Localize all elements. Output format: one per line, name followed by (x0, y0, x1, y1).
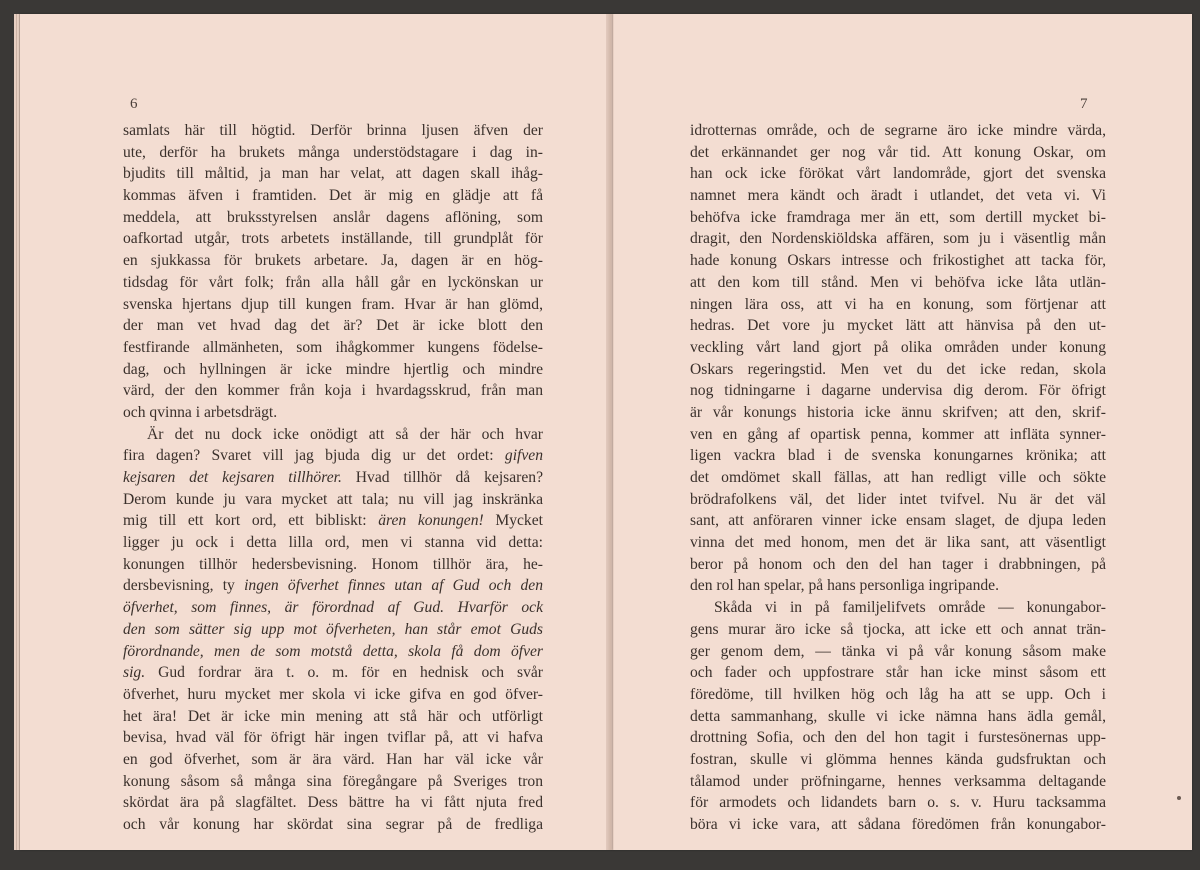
text-line (123, 445, 543, 467)
text-line (123, 359, 543, 381)
text-line (123, 619, 543, 641)
line-text: ligen vackra blad i de svenska konungarnes krönika; att (690, 447, 1106, 465)
text-line (123, 424, 543, 446)
text-line (123, 662, 543, 684)
line-text: och fader och uppfostrare står han icke minst såsom ett (690, 664, 1106, 682)
text-line (690, 684, 1106, 706)
line-text: ligger ju ock i detta lilla ord, men vi stanna vid detta: (123, 534, 543, 552)
line-text: tidsdag för vårt folk; från alla håll går en lyckönskan ur (123, 273, 543, 291)
line-text: veckling vårt land gjort på olika områden under konung (690, 338, 1106, 356)
text-line (690, 445, 1106, 467)
line-text: bevisa, hvad väl för öfrigt här ingen tviflar på, att vi hafva (123, 729, 543, 747)
line-text: nog tidningarne i dagarne undervisa dig derom. För öfrigt (690, 382, 1106, 400)
text-line (690, 120, 1106, 142)
line-text: festfirande allmänheten, som ihågkommer kungens födelse- (123, 338, 543, 356)
text-line (123, 814, 543, 836)
text-line (690, 771, 1106, 793)
line-text: dersbevisning, ty (123, 577, 245, 595)
line-text: för armodets och lidandets barn o. s. v. Huru tacksamma (690, 794, 1106, 812)
text-line (123, 749, 543, 771)
line-text: och vår konung har skördat sina segrar på de fredliga (123, 816, 543, 833)
text-line (690, 272, 1106, 294)
line-text: öfverhet, huru mycket mer skola vi icke gifva en god öfver- (123, 685, 543, 703)
line-text: Mycket (483, 512, 543, 530)
line-text: en god öfverhet, som är ära värd. Han har väl icke vår (123, 750, 543, 768)
line-text: drottning Sofia, och den del hon tagit i furstesönernas upp- (690, 729, 1106, 747)
line-text: kommas äfven i framtiden. Det är mig en glädje att få (123, 187, 543, 205)
line-text: ven en gång af opartisk penna, kommer att infläta synner- (690, 425, 1106, 443)
line-text: samlats här till högtid. Derför brinna ljusen äfven der (123, 122, 543, 139)
text-line (123, 792, 543, 814)
text-line (690, 142, 1106, 164)
text-line (690, 792, 1106, 814)
text-line (690, 294, 1106, 316)
text-line (690, 489, 1106, 511)
text-line (690, 163, 1106, 185)
text-line (690, 424, 1106, 446)
text-line (123, 532, 543, 554)
line-text: vinna det med honom, men det är lika sant, att väsentligt (690, 534, 1106, 552)
line-text: det erkännandet ger nog vår tid. Att konung Oskar, om (690, 143, 1106, 161)
line-text: het ära! Det är icke min mening att stå här och utförligt (123, 707, 543, 725)
line-text: der man vet hvad dag det är? Det är icke blott den (123, 317, 543, 335)
text-line (690, 662, 1106, 684)
line-text: ute, derför ha brukets många understödstagare i dag in- (123, 143, 543, 161)
text-line (123, 315, 543, 337)
line-text: hade konung Oskars intresse och frikostighet att tacka för, (690, 252, 1106, 270)
line-text: Oskars regeringstid. Men vet du det icke redan, skola (690, 360, 1106, 378)
text-line (123, 575, 543, 597)
line-text: ningen lära oss, att vi ha en konung, som förtjenar att (690, 295, 1106, 313)
line-text: gens murar äro icke så tjocka, att icke ett och annat trän- (690, 620, 1106, 638)
text-line (123, 467, 543, 489)
text-line (123, 641, 543, 663)
line-text: Hvad tillhör då kejsaren? (341, 469, 543, 486)
page-number: 7 (1080, 96, 1088, 112)
line-text: sant, att anföraren vinner icke ensam slaget, de djupa leden (690, 512, 1106, 530)
text-line (690, 619, 1106, 641)
text-line (123, 120, 543, 142)
text-line (123, 142, 543, 164)
line-text: Gud fordrar ära t. o. m. för en hednisk och svår (145, 664, 543, 682)
line-text: värd, der den kommer från koja i hvardagsskrud, från man (123, 382, 543, 400)
text-line (123, 380, 543, 402)
italic-text: gifven (504, 447, 543, 465)
italic-text: kejsaren det kejsaren tillhörer. (123, 469, 342, 486)
line-text: en sjukkassa för brukets arbetare. Ja, dagen är en hög- (123, 252, 543, 270)
page-text (690, 120, 1106, 836)
line-text: att den kom till stånd. Men vi behöfva icke låta utlän- (690, 273, 1106, 291)
page-number: 6 (130, 96, 138, 112)
text-line (123, 727, 543, 749)
text-line (690, 315, 1106, 337)
text-line (690, 727, 1106, 749)
text-line (123, 294, 543, 316)
line-text: tålamod under pröfningarne, hennes verksamma deltagande (690, 772, 1106, 790)
text-line (690, 402, 1106, 424)
text-line (123, 706, 543, 728)
text-line (123, 163, 543, 185)
text-line (123, 489, 543, 511)
line-text: böra vi icke vara, att sådana föredömen från konungabor- (690, 816, 1106, 833)
line-text: konung såsom så många sina föregångare på Sveriges tron (123, 772, 543, 790)
text-line (690, 706, 1106, 728)
line-text: meddela, att bruksstyrelsen anslår dagens aflöning, som (123, 208, 543, 226)
left-page (20, 14, 613, 850)
line-text: namnet mera kändt och äradt i utlandet, det veta vi. Vi (690, 187, 1106, 205)
line-text: Skåda vi in på familjelifvets område — konungabor- (714, 599, 1106, 617)
line-text: föredöme, till hvilken hög och låg ha att se upp. Och i (690, 685, 1106, 703)
line-text: är vår konungs historia icke ännu skrifven; att den, skrif- (690, 403, 1106, 421)
text-line (690, 575, 1106, 597)
line-text: konungen tillhör hedersbevisning. Honom tillhör ära, he- (123, 555, 543, 573)
line-text: hedras. Det vore ju mycket lätt att hänvisa på den ut- (690, 317, 1106, 335)
text-line (690, 467, 1106, 489)
line-text: svenska hjertans djup till kungen fram. Hvar är han glömd, (123, 295, 543, 313)
text-line (123, 272, 543, 294)
line-text: oafkortad utgår, trots arbetets inställande, till grundplåt för (123, 230, 543, 248)
text-line (123, 402, 543, 424)
text-line (123, 250, 543, 272)
line-text: och qvinna i arbetsdrägt. (123, 403, 278, 421)
line-text: fostran, skulle vi glömma hennes kända gudsfruktan och (690, 750, 1106, 768)
text-line (690, 228, 1106, 250)
italic-text: sig. (123, 664, 146, 682)
text-line (690, 250, 1106, 272)
text-line (123, 337, 543, 359)
italic-text: förordnande, men de som motstå detta, skola få dom öfver (123, 642, 543, 660)
line-text: ger genom dem, — tänka vi på vår konung såsom make (690, 642, 1106, 660)
line-text: dragit, den Nordenskiöldska affären, som ju i väsentlig mån (690, 230, 1106, 248)
line-text: idrotternas område, och de segrarne äro icke mindre värda, (690, 122, 1106, 139)
line-text: skördat ära på slagfältet. Dess bättre ha vi fått njuta fred (123, 794, 543, 812)
text-line (690, 641, 1106, 663)
line-text: dag, och hyllningen är icke mindre hjertlig och mindre (123, 360, 543, 378)
italic-text: den som sätter sig upp mot öfverheten, han står emot Guds (123, 620, 543, 638)
line-text: beror på honom och den del han tager i drabbningen, på (690, 555, 1106, 573)
line-text: det omdömet skall fällas, att han redligt ville och sökte (690, 469, 1106, 486)
text-line (690, 359, 1106, 381)
line-text: fira dagen? Svaret vill jag bjuda dig ur det ordet: (123, 447, 505, 465)
book-spread (14, 14, 1192, 854)
line-text: han ock icke förökat vårt landområde, gjort det svenska (690, 165, 1106, 183)
page-text (123, 120, 543, 836)
ink-speck (1177, 796, 1181, 800)
text-line (123, 207, 543, 229)
line-text: behöfva icke framdraga mer än ett, som dertill mycket bi- (690, 208, 1106, 226)
text-line (123, 684, 543, 706)
text-line (690, 510, 1106, 532)
right-page (613, 14, 1192, 850)
text-line (123, 510, 543, 532)
text-line (123, 185, 543, 207)
text-line (690, 207, 1106, 229)
italic-text: ingen öfverhet finnes utan af Gud och den (244, 577, 543, 595)
text-line (690, 532, 1106, 554)
text-line (690, 185, 1106, 207)
text-line (123, 554, 543, 576)
line-text: mig till ett kort ord, ett bibliskt: (123, 512, 379, 530)
italic-text: öfverhet, som finnes, är förordnad af Gud. Hvarför ock (123, 599, 543, 617)
text-line (690, 597, 1106, 619)
line-text: Är det nu dock icke onödigt att så der här och hvar (147, 425, 543, 443)
italic-text: ären konungen! (378, 512, 484, 530)
line-text: brödrafolkens väl, det lider intet tvifvel. Nu är det väl (690, 490, 1106, 508)
text-line (123, 597, 543, 619)
line-text: bjudits till måltid, ja man har velat, att dagen skall ihåg- (123, 165, 543, 183)
text-line (690, 814, 1106, 836)
line-text: Derom kunde ju vara mycket att tala; nu vill jag inskränka (123, 490, 543, 508)
text-line (123, 771, 543, 793)
text-line (690, 749, 1106, 771)
text-line (123, 228, 543, 250)
line-text: den rol han spelar, på hans personliga ingripande. (690, 577, 999, 595)
line-text: detta sammanhang, skulle vi icke nämna hans ädla gemål, (690, 707, 1106, 725)
text-line (690, 554, 1106, 576)
text-line (690, 337, 1106, 359)
text-line (690, 380, 1106, 402)
